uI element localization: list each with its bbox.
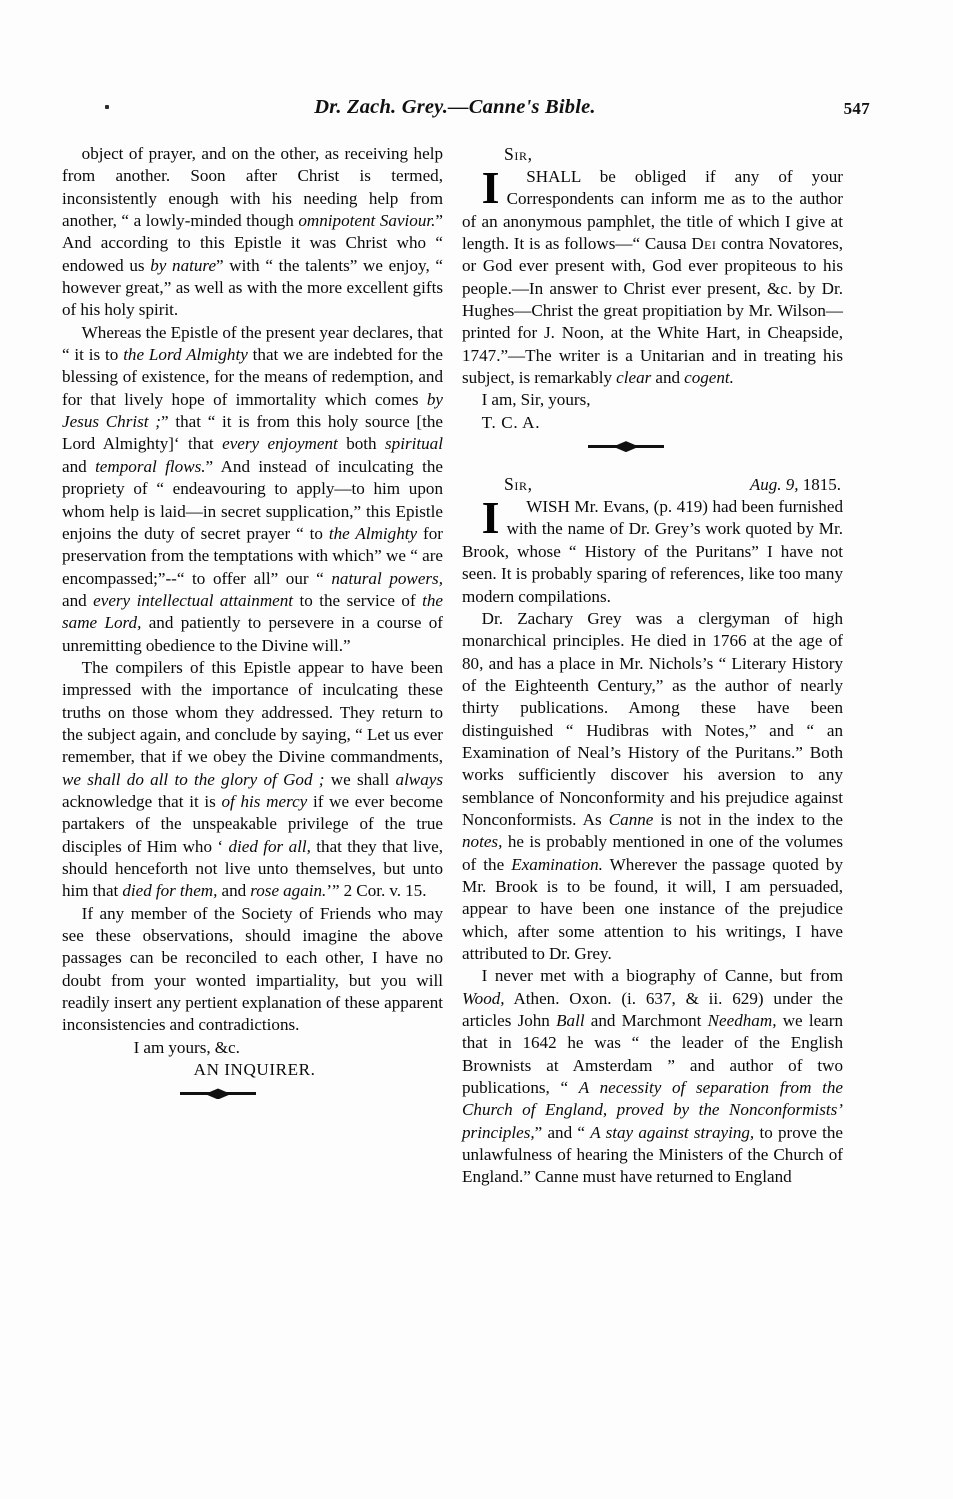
dateline-year: 1815. <box>802 475 841 495</box>
letter-two <box>462 473 843 1189</box>
paragraph: Whereas the Epistle of the present year declares, that “ it is to the Lord Almighty that we are indebted for the blessing of existence, for the means of redemption, and for that lively hope of immortality which comes by Jesus Christ ;” that “ it is from this holy source [the Lord Almighty]‘ that every enjoyment both spiritual and temporal flows.” And instead of inculcating the propriety of “ endeavouring to apply—to him upon whom help is laid—in secret supplication,” this Epistle enjoins the duty of secret prayer “ to the Almighty for preservation from the temptations with which” we “ are encompassed;”--“ to offer all” our “ natural powers, and every intellectual attainment to the service of the same Lord, and patiently to persevere in a course of unremitting obedience to the Divine will.” <box>62 322 443 655</box>
paragraph: If any member of the Society of Friends who may see these observations, should imagine the above passages can be reconciled to each other, I have no doubt from your wonted impartiality, but you will readily insert any pertient explanation of these apparent inconsistencies and contradictions. <box>62 903 443 1035</box>
drop-cap: I <box>481 492 500 544</box>
running-head <box>60 96 913 130</box>
paragraph: object of prayer, and on the other, as receiving help from another. Soon after Christ is termed, inconsistently enough with his needing help from another, “ a lowly-minded though omnipotent Saviour.” And according to this Epistle it was Christ who “ endowed us by nature” with “ the talents” we enjoy, “ however great,” as well as with the more excellent gifts of his holy spirit. <box>62 144 443 320</box>
page-number: 547 <box>843 99 870 118</box>
salutation-row <box>462 473 843 496</box>
signature-name: AN INQUIRER. <box>193 1060 316 1080</box>
left-column <box>62 143 443 1107</box>
lozenge-divider-icon <box>62 1081 443 1107</box>
running-head-title: Dr. Zach. Grey.—Canne's Bible. <box>314 96 596 118</box>
salutation: Sir, <box>504 474 533 495</box>
salutation: Sir, <box>504 144 533 164</box>
paragraph-body: SHALL be obliged if any of your Correspondents can inform me as to the author of an anonymous pamphlet, the title of which I give at length. It is as follows—“ Causa Dei contra Novatores, or God ever present with, God ever propiteous to his people.—In answer to Christ ever present, &c. by Dr. Hughes—Christ the great propitiation by Mr. Wilson—printed for J. Noon, at the White Hart, in Cheapside, 1747.”—The writer is a Unitarian and in treating his subject, is remarkably clear and cogent. <box>462 167 843 388</box>
paragraph: The compilers of this Epistle appear to have been impressed with the importance of inculcating these truths on those whom they addressed. They return to the subject again, and conclude by saying, “ Let us ever remember, that if we obey the Divine commandments, we shall do all to the glory of God ; we shall always acknowledge that it is of his mercy if we ever become partakers of the unspeakable privilege of the true disciples of Him who ‘ died for all, that they that live, should henceforth not live unto themselves, but unto him that died for them, and rose again.’” 2 Cor. v. 15. <box>62 657 443 901</box>
dateline <box>750 473 841 496</box>
paragraph <box>462 492 843 608</box>
paragraph-body: WISH Mr. Evans, (p. 419) had been furnished with the name of Dr. Grey’s work quoted by Mr. Brook, whose “ History of the Puritans” I have not seen. It is probably sparing of references, like too many modern compilations. <box>462 497 843 606</box>
right-column <box>462 143 843 1189</box>
dateline-month: Aug. 9, <box>749 475 799 495</box>
signature-closing: I am yours, &c. <box>133 1037 240 1057</box>
letter-one <box>462 143 843 434</box>
lozenge-divider-icon <box>462 434 843 460</box>
signature-closing: I am, Sir, yours, <box>481 390 591 410</box>
paragraph: Dr. Zachary Grey was a clergyman of high monarchical principles. He died in 1766 at the age of 80, and has a place in Mr. Nichols’s “ Literary History of the Eighteenth Century,” as the author of nearly thirty publications. Among these have been distinguished “ Hudibras with Notes,” and “ an Examination of Neal’s History of the Puritans.” Both works sufficiently discover his aversion to any semblance of Nonconformity and his prejudice against Nonconformists. As Canne is not in the index to the notes, he is probably mentioned in one of the volumes of the Examination. Wherever the passage quoted by Mr. Brook is to be found, it will, I am persuaded, appear to have been one instance of the prejudice which, after some attention to his writings, I have attributed to Dr. Grey. <box>462 608 843 963</box>
signature-name: T. C. A. <box>481 412 541 432</box>
paragraph: I never met with a biography of Canne, but from Wood, Athen. Oxon. (i. 637, & ii. 629) under the articles John Ball and Marchmont Needham, we learn that in 1642 he was “ the leader of the English Brownists at Amsterdam ” and author of two publications, “ A necessity of separation from the Church of England, proved by the Nonconformists’ principles,” and “ A stay against straying, to prove the unlawfulness of hearing the Ministers of the Church of England.” Canne must have returned to England <box>462 966 844 1187</box>
drop-cap: I <box>481 162 500 213</box>
paragraph <box>462 162 843 389</box>
